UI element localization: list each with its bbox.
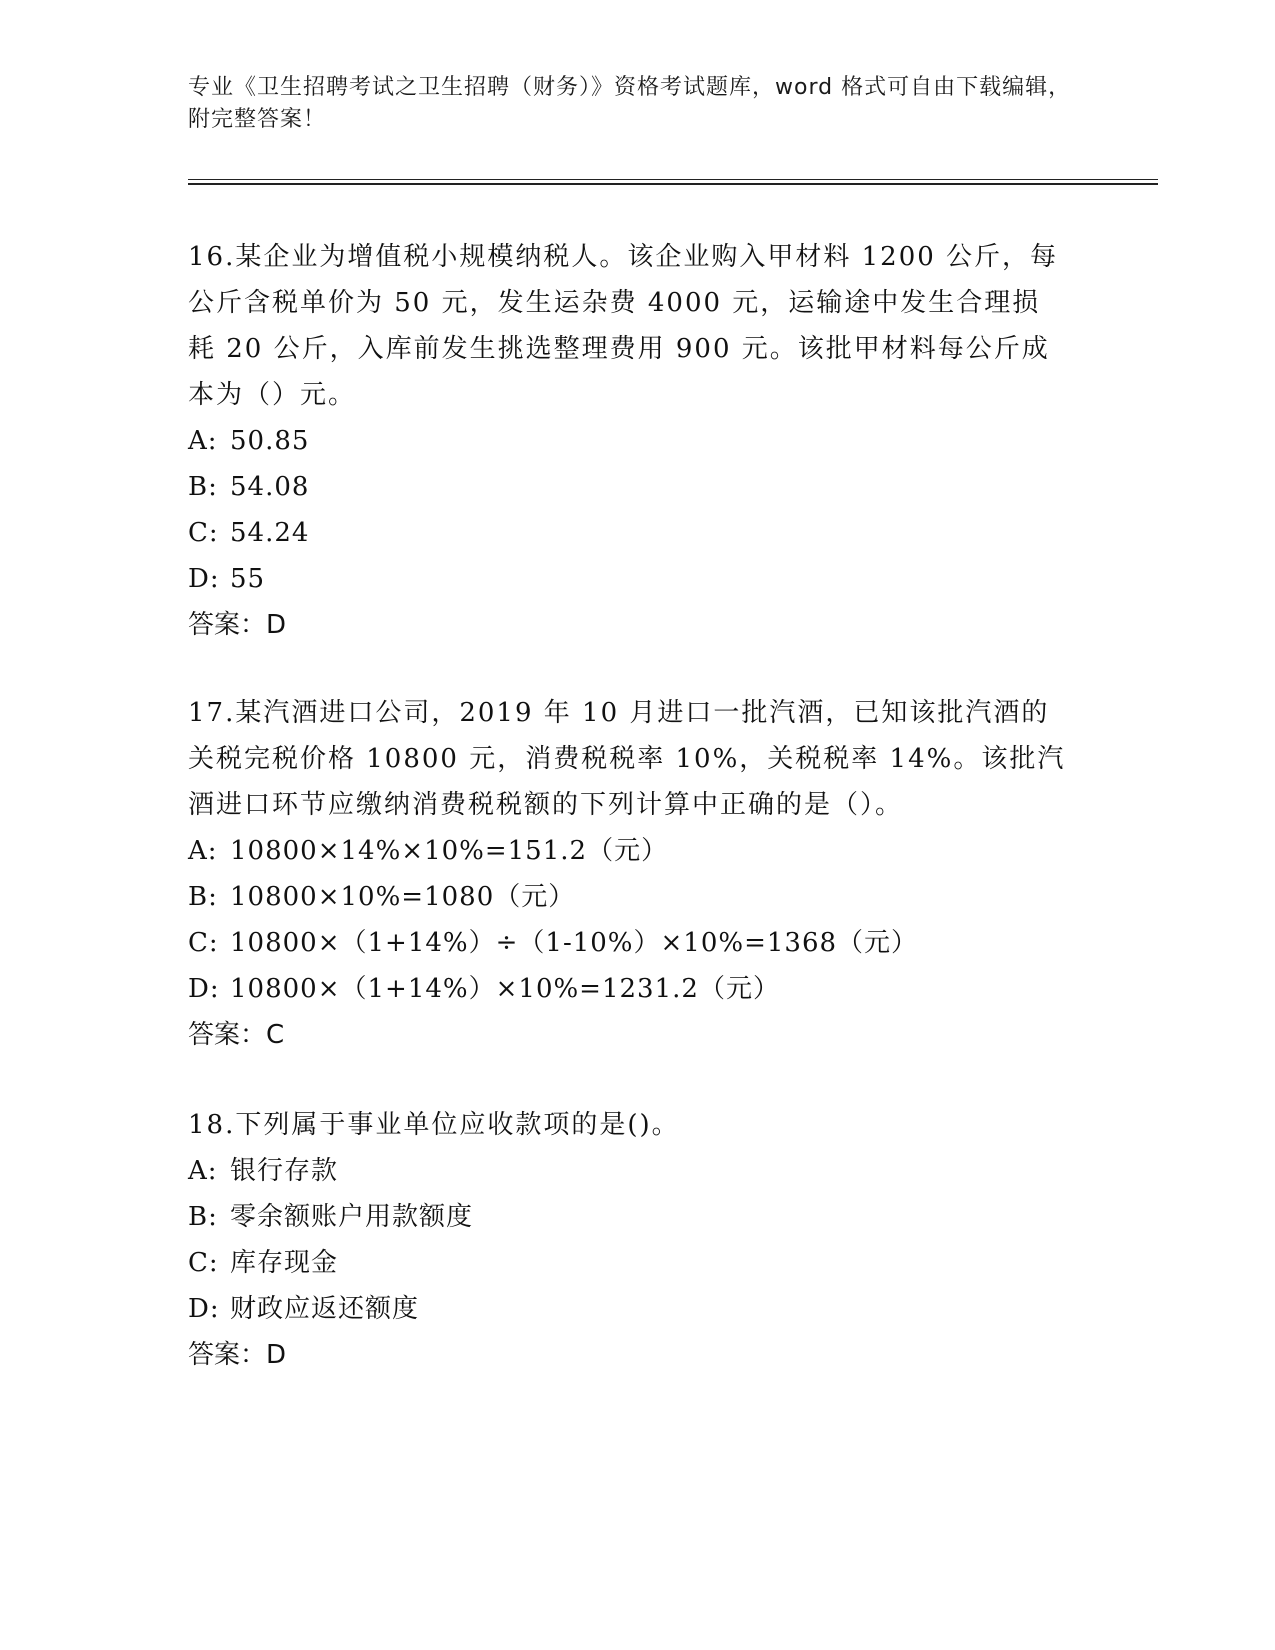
option-text: 50.85 bbox=[230, 426, 310, 456]
question-stem: 18.下列属于事业单位应收款项的是()。 bbox=[188, 1110, 680, 1140]
option-text: 零余额账户用款额度 bbox=[230, 1202, 474, 1232]
question-16 bbox=[188, 234, 1068, 648]
option-d bbox=[188, 1286, 1068, 1332]
option-text: 10800×14%×10%=151.2（元） bbox=[230, 836, 669, 866]
option-label: B: bbox=[188, 472, 218, 502]
answer-line: 答案：D bbox=[188, 1340, 287, 1370]
option-label: A: bbox=[188, 836, 218, 866]
option-text: 10800×10%=1080（元） bbox=[230, 882, 576, 912]
option-a bbox=[188, 1148, 1068, 1194]
header-divider-thick bbox=[188, 183, 1158, 185]
option-label: D: bbox=[188, 974, 220, 1004]
option-text: 54.24 bbox=[230, 518, 310, 548]
option-a bbox=[188, 828, 1068, 874]
question-17 bbox=[188, 690, 1068, 1058]
option-c bbox=[188, 510, 1068, 556]
option-b bbox=[188, 874, 1068, 920]
option-c bbox=[188, 920, 1068, 966]
option-d bbox=[188, 556, 1068, 602]
answer-line: 答案：C bbox=[188, 1020, 285, 1050]
answer-line: 答案：D bbox=[188, 610, 287, 640]
option-text: 库存现金 bbox=[230, 1248, 339, 1278]
option-text: 10800×（1+14%）÷（1-10%）×10%=1368（元） bbox=[230, 928, 919, 958]
header-divider-thin bbox=[188, 179, 1158, 180]
option-text: 10800×（1+14%）×10%=1231.2（元） bbox=[230, 974, 780, 1004]
option-label: C: bbox=[188, 928, 219, 958]
option-text: 银行存款 bbox=[230, 1156, 339, 1186]
option-label: B: bbox=[188, 882, 218, 912]
option-label: A: bbox=[188, 426, 218, 456]
option-text: 55 bbox=[230, 564, 266, 594]
option-label: C: bbox=[188, 518, 219, 548]
option-b bbox=[188, 464, 1068, 510]
option-d bbox=[188, 966, 1068, 1012]
option-c bbox=[188, 1240, 1068, 1286]
option-label: D: bbox=[188, 1294, 220, 1324]
option-text: 54.08 bbox=[230, 472, 310, 502]
question-stem: 17.某汽酒进口公司，2019 年 10 月进口一批汽酒，已知该批汽酒的关税完税价格 10800 元，消费税税率 10%，关税税率 14%。该批汽酒进口环节应缴纳消费税税额的下列计算中正确的是（）。 bbox=[188, 698, 1066, 820]
option-a bbox=[188, 418, 1068, 464]
question-stem: 16.某企业为增值税小规模纳税人。该企业购入甲材料 1200 公斤，每公斤含税单价为 50 元，发生运杂费 4000 元，运输途中发生合理损耗 20 公斤，入库前发生挑选整理费用 900 元。该批甲材料每公斤成本为（）元。 bbox=[188, 242, 1059, 410]
page-header: 专业《卫生招聘考试之卫生招聘（财务）》资格考试题库，word 格式可自由下载编辑，附完整答案！ bbox=[188, 75, 1072, 132]
option-label: A: bbox=[188, 1156, 218, 1186]
question-18 bbox=[188, 1102, 1068, 1378]
option-b bbox=[188, 1194, 1068, 1240]
option-text: 财政应返还额度 bbox=[230, 1294, 420, 1324]
option-label: D: bbox=[188, 564, 220, 594]
option-label: C: bbox=[188, 1248, 219, 1278]
option-label: B: bbox=[188, 1202, 218, 1232]
